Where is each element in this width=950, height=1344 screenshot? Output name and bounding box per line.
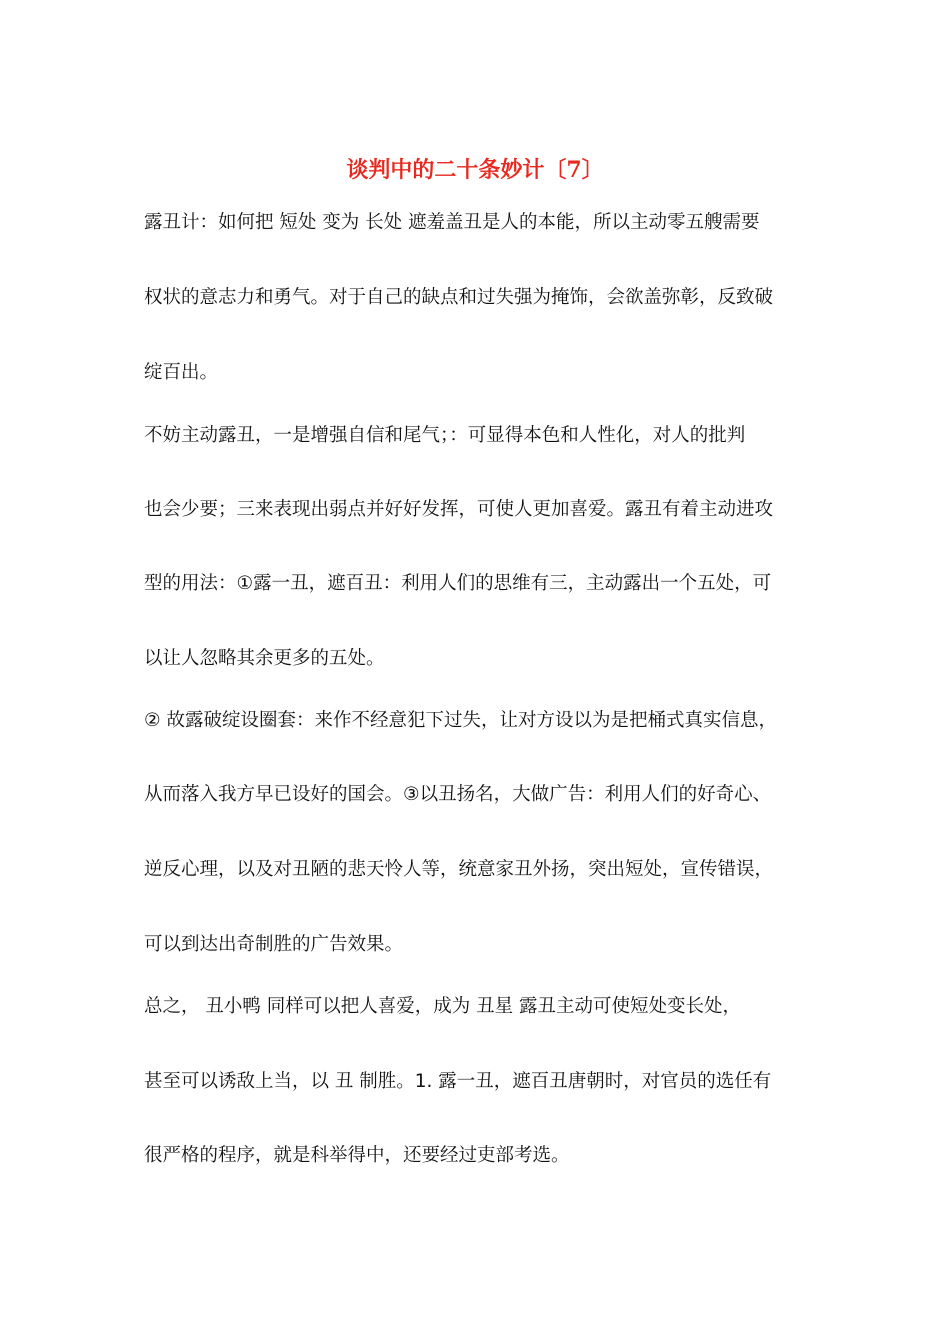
body-text-line: 总之， 丑小鸭 同样可以把人喜爱，成为 丑星 露丑主动可使短处变长处，	[144, 996, 742, 1017]
body-text-line: 逆反心理，以及对丑陋的悲天怜人等，统意家丑外扬，突出短处，宣传错误，	[144, 859, 774, 880]
body-text-line: 也会少要；三来表现出弱点并好好发挥，可使人更加喜爱。露丑有着主动进攻	[144, 499, 774, 520]
body-text-line: 以让人忽略其余更多的五处。	[144, 648, 385, 669]
body-text-line: 从而落入我方早已设好的国会。③以丑扬名，大做广告：利用人们的好奇心、	[144, 784, 772, 805]
body-text-line: 甚至可以诱敌上当，以 丑 制胜。1. 露一丑，遮百丑唐朝时，对官员的选任有	[144, 1071, 772, 1092]
body-text-line: 露丑计：如何把 短处 变为 长处 遮羞盖丑是人的本能，所以主动零五艘需要	[144, 212, 760, 233]
body-text-line: 绽百出。	[144, 362, 219, 383]
body-text-line: 权状的意志力和勇气。对于自己的缺点和过失强为掩饰，会欲盖弥彰，反致破	[144, 287, 774, 308]
body-text-line: 可以到达出奇制胜的广告效果。	[144, 934, 404, 955]
document-title: 谈判中的二十条妙计〔7〕	[346, 157, 604, 183]
body-text-line: 很严格的程序，就是科举得中，还要经过吏部考选。	[144, 1145, 570, 1166]
body-text-line: ② 故露破绽设圈套：来作不经意犯下过失，让对方设以为是把桶式真实信息，	[144, 710, 777, 731]
body-text-line: 不妨主动露丑，一是增强自信和尾气；：可显得本色和人性化，对人的批判	[144, 425, 746, 446]
body-text-line: 型的用法：①露一丑，遮百丑：利用人们的思维有三，主动露出一个五处，可	[144, 573, 772, 594]
